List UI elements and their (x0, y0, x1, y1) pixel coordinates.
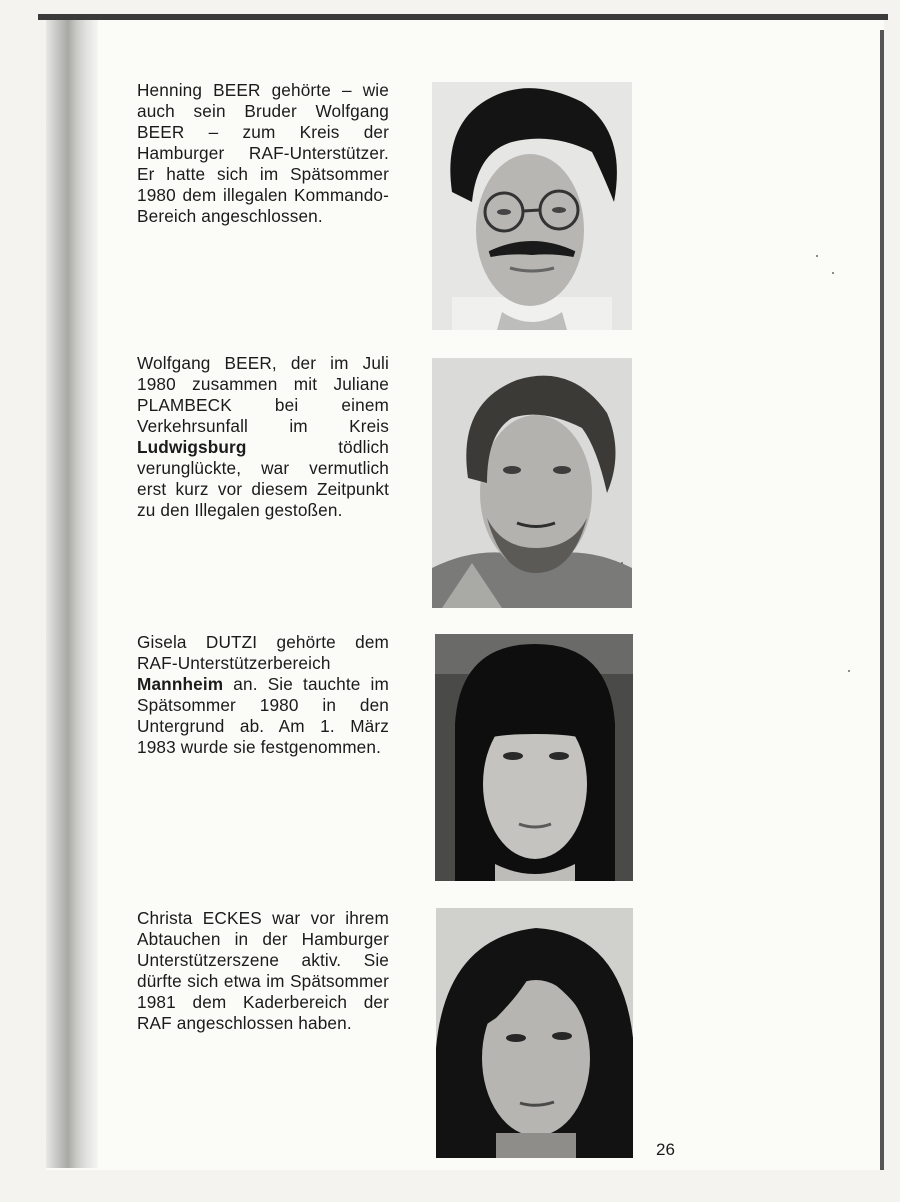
entry-text-part: tödlich verunglückte, war vermutlich erst kurz vor diesem Zeitpunkt zu den Illegalen gestoßen. (137, 437, 389, 520)
entry-text-henning-beer (137, 80, 389, 227)
entry-text-part: Wolfgang BEER, der im Juli 1980 zusammen mit Juliane PLAMBECK bei einem Verkehrsunfall im Kreis (137, 353, 389, 436)
entry-text-bold: Ludwigsburg (137, 437, 247, 457)
scan-edge-right (880, 30, 884, 1170)
entry-text-christa-eckes (137, 908, 389, 1034)
portrait-photo-wolfgang-beer (432, 358, 632, 608)
entry-paragraph: Christa ECKES war vor ihrem Abtauchen in der Hamburger Unterstützerszene aktiv. Sie dürfte sich etwa im Spätsommer 1981 dem Kaderbereich der RAF angeschlossen haben. (137, 908, 389, 1033)
scan-speck (621, 562, 623, 564)
entry-text-gisela-dutzi (137, 632, 389, 758)
scan-speck (832, 272, 834, 274)
entry-text-bold: Mannheim (137, 674, 224, 694)
entry-text-part: an. Sie tauchte im Spätsommer 1980 in den Untergrund ab. Am 1. März 1983 wurde sie festgenommen. (137, 674, 389, 757)
portrait-photo-gisela-dutzi (435, 634, 633, 881)
entry-text-wolfgang-beer (137, 353, 389, 521)
entry-paragraph (137, 632, 389, 758)
portrait-photo-henning-beer (432, 82, 632, 330)
book-binding-shadow (46, 20, 98, 1168)
entry-paragraph (137, 353, 389, 521)
scan-speck (848, 670, 850, 672)
scan-speck (816, 255, 818, 257)
entry-paragraph: Henning BEER gehörte – wie auch sein Bruder Wolfgang BEER – zum Kreis der Hamburger RAF-Unterstützer. Er hatte sich im Spätsommer 1980 dem illegalen Kommando-Bereich angeschlossen. (137, 80, 389, 226)
entry-text-part: Gisela DUTZI gehörte dem RAF-Unterstützerbereich (137, 632, 389, 673)
portrait-photo-christa-eckes (436, 908, 633, 1158)
page-number: 26 (656, 1140, 675, 1159)
